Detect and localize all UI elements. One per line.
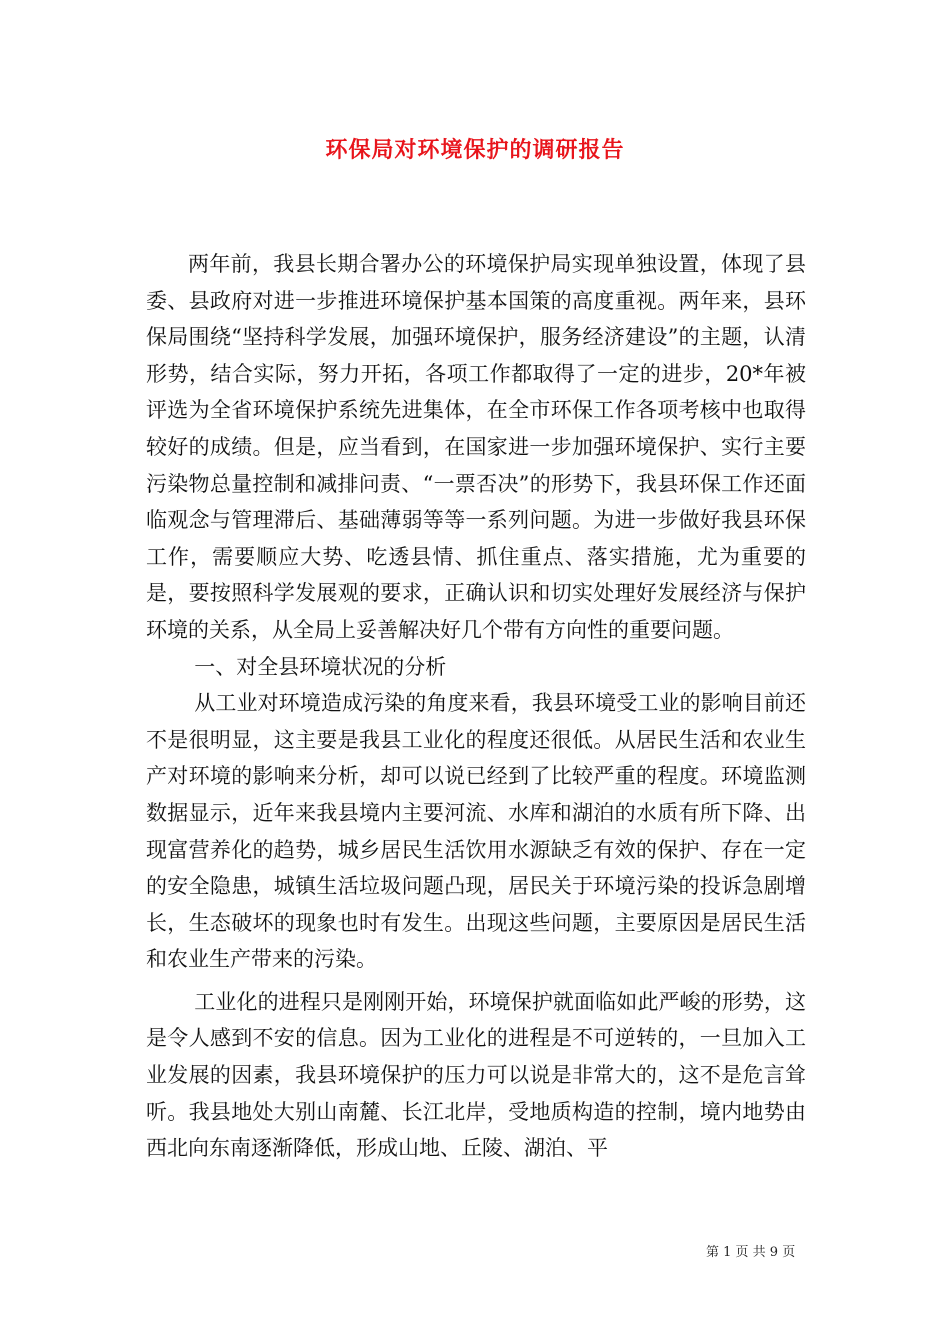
document-body	[146, 246, 806, 1167]
page-number-footer: 第 1 页 共 9 页	[706, 1245, 796, 1260]
paragraph-industrialization: 工业化的进程只是刚刚开始，环境保护就面临如此严峻的形势，这是令人感到不安的信息。因为工业化的进程是不可逆转的，一旦加入工业发展的因素，我县环境保护的压力可以说是非常大的，这不是危言耸听。我县地处大别山南麓、长江北岸，受地质构造的控制，境内地势由西北向东南逐渐降低，形成山地、丘陵、湖泊、平	[146, 989, 806, 1161]
paragraph-analysis: 从工业对环境造成污染的角度来看，我县环境受工业的影响目前还不是很明显，这主要是我县工业化的程度还很低。从居民生活和农业生产对环境的影响来分析，却可以说已经到了比较严重的程度。环境监测数据显示，近年来我县境内主要河流、水库和湖泊的水质有所下降、出现富营养化的趋势，城乡居民生活饮用水源缺乏有效的保护、存在一定的安全隐患，城镇生活垃圾问题凸现，居民关于环境污染的投诉急剧增长，生态破坏的现象也时有发生。出现这些问题，主要原因是居民生活和农业生产带来的污染。	[146, 691, 806, 972]
document-title: 环保局对环境保护的调研报告	[325, 137, 625, 163]
paragraph-intro: 两年前，我县长期合署办公的环境保护局实现单独设置，体现了县委、县政府对进一步推进环境保护基本国策的高度重视。两年来，县环保局围绕“坚持科学发展，加强环境保护，服务经济建设”的主题，认清形势，结合实际，努力开拓，各项工作都取得了一定的进步，20*年被评选为全省环境保护系统先进集体，在全市环保工作各项考核中也取得较好的成绩。但是，应当看到，在国家进一步加强环境保护、实行主要污染物总量控制和减排问责、“一票否决”的形势下，我县环保工作还面临观念与管理滞后、基础薄弱等等一系列问题。为进一步做好我县环保工作，需要顺应大势、吃透县情、抓住重点、落实措施，尤为重要的是，要按照科学发展观的要求，正确认识和切实处理好发展经济与保护环境的关系，从全局上妥善解决好几个带有方向性的重要问题。	[146, 252, 806, 642]
section-heading-1: 一、对全县环境状况的分析	[194, 654, 447, 679]
